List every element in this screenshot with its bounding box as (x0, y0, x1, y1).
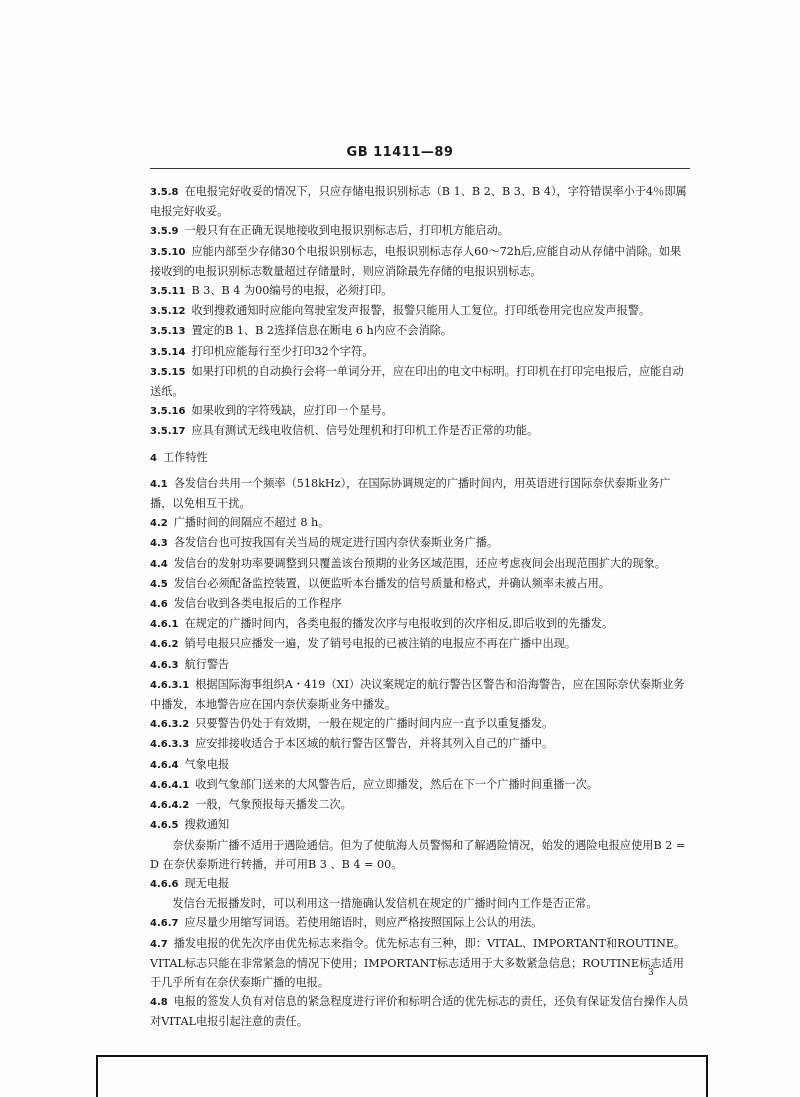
paragraph (150, 634, 690, 654)
clause-number: 3.5.10 (150, 246, 186, 258)
clause-number: 3.5.12 (150, 306, 186, 318)
clause-number: 4.1 (150, 478, 168, 490)
document-body (150, 182, 690, 1032)
paragraph (150, 934, 690, 993)
clause-text: 如果打印机的自动换行会将一单词分开，应在印出的电文中标明。打印机在打印完电报后，应能自动送纸。 (150, 364, 684, 399)
clause-number: 4.6.4.1 (150, 779, 190, 791)
paragraph (150, 775, 690, 795)
paragraph (150, 675, 690, 714)
paragraph (150, 714, 690, 734)
clause-number: 4.6.3.2 (150, 719, 190, 731)
clause-number: 4.6.3 (150, 659, 179, 671)
paragraph (150, 281, 690, 301)
paragraph (150, 594, 690, 614)
clause-text: 根据国际海事组织A・419（XI）决议案规定的航行警告区警告和沿海警告，应在国际奈伏泰斯业务中播发，本地警告应在国内奈伏泰斯业务中播发。 (150, 677, 685, 712)
paragraph (150, 894, 690, 913)
clause-text: 应能内部至少存储30个电报识别标志，电报识别标志存人60～72h后,应能自动从存储中消除。如果接收到的电报识别标志数量超过存储量时，则应消除最先存储的电报识别标志。 (150, 244, 682, 278)
clause-number: 3.5.15 (150, 366, 186, 378)
clause-text: 各发信台也可按我国有关当局的规定进行国内奈伏泰斯业务广播。 (173, 536, 499, 550)
paragraph (150, 301, 690, 321)
paragraph (150, 474, 690, 513)
paragraph (150, 321, 690, 341)
clause-text: 只要警告仍处于有效期，一般在规定的广播时间内应一直予以重复播发。 (195, 717, 554, 731)
paragraph (150, 574, 690, 594)
paragraph (150, 755, 690, 775)
clause-number: 4.6.3.3 (150, 739, 190, 751)
paragraph (150, 992, 690, 1031)
paragraph (150, 182, 690, 221)
header-rule (150, 168, 690, 169)
section-heading (150, 448, 690, 468)
paragraph (150, 421, 690, 441)
clause-text: 收到搜救通知时应能向驾驶室发声报警，报警只能用人工复位。打印纸卷用完也应发声报警。 (191, 304, 651, 318)
paragraph (150, 614, 690, 634)
clause-number: 4.6.6 (150, 878, 179, 890)
clause-text: 奈伏泰斯广播不适用于遇险通信。但为了使航海人员警惕和了解遇险情况，始发的遇险电报应使用B 2 = D 在奈伏泰斯进行转播，并可用B 3 、B 4 = 00。 (150, 838, 686, 871)
paragraph (150, 533, 690, 553)
clause-number: 3.5.14 (150, 346, 186, 358)
clause-text: 搜救通知 (184, 818, 230, 832)
clause-text: 应具有测试无线电收信机、信号处理机和打印机工作是否正常的功能。 (191, 424, 539, 438)
clause-text: 应尽量少用缩写词语。若使用缩语时，则应严格按照国际上公认的用法。 (184, 916, 543, 930)
paragraph (150, 342, 690, 362)
clause-number: 4.6.2 (150, 639, 179, 651)
paragraph (150, 242, 690, 281)
clause-text: 广播时间的间隔应不超过 8 h。 (173, 516, 330, 530)
paragraph (150, 815, 690, 835)
clause-text: 销号电报只应播发一遍，发了销号电报的已被注销的电报应不再在广播中出现。 (184, 637, 577, 651)
clause-number: 4.6.1 (150, 619, 179, 631)
clause-number: 4.6.3.1 (150, 679, 190, 691)
clause-text: B 3、B 4 为00编号的电报，必须打印。 (191, 284, 393, 298)
clause-text: 发信台的发射功率要调整到只覆盖该台预期的业务区域范围，还应考虑夜间会出现范围扩大的现象。 (173, 556, 666, 570)
paragraph (150, 734, 690, 754)
clause-number: 4.6.7 (150, 918, 179, 930)
clause-number: 3.5.9 (150, 226, 179, 238)
paragraph (150, 795, 690, 815)
clause-text: 各发信台共用一个频率（518kHz），在国际协调规定的广播时间内，用英语进行国际奈伏泰斯业务广播，以免相互干扰。 (150, 476, 671, 511)
clause-number: 4.3 (150, 538, 168, 550)
paragraph (150, 221, 690, 241)
clause-number: 3.5.17 (150, 426, 186, 438)
clause-text: 工作特性 (162, 450, 208, 464)
clause-text: 收到气象部门送来的大风警告后，应立即播发，然后在下一个广播时间重播一次。 (195, 777, 598, 791)
paragraph (150, 362, 690, 401)
clause-text: 一般，气象预报每天播发二次。 (195, 798, 352, 812)
clause-number: 3.5.16 (150, 406, 186, 418)
clause-number: 3.5.13 (150, 326, 186, 338)
clause-text: 在规定的广播时间内，各类电报的播发次序与电报收到的次序相反,即后收到的先播发。 (184, 617, 614, 631)
clause-number: 3.5.8 (150, 187, 179, 198)
clause-text: 发信台必须配备监控装置，以便监听本台播发的信号质量和格式，并确认频率未被占用。 (173, 576, 611, 590)
clause-number: 3.5.11 (150, 286, 186, 298)
paragraph (150, 554, 690, 574)
paragraph (150, 913, 690, 933)
paragraph (150, 874, 690, 894)
paragraph (150, 655, 690, 675)
clause-text: 航行警告 (184, 657, 230, 671)
clause-number: 4 (150, 452, 157, 464)
clause-number: 4.6.4.2 (150, 800, 190, 812)
clause-text: 现无电报 (184, 876, 230, 890)
clause-text: 一般只有在正确无误地接收到电报识别标志后，打印机方能启动。 (184, 224, 509, 238)
clause-text: 在电报完好收妥的情况下，只应存储电报识别标志（B 1、B 2、B 3、B 4），字符错误率小于4％即属电报完好收妥。 (150, 185, 687, 219)
clause-number: 4.6 (150, 599, 168, 611)
clause-number: 4.4 (150, 558, 168, 570)
page-number: 3 (648, 968, 654, 978)
clause-number: 4.6.4 (150, 759, 179, 771)
clause-number: 4.8 (150, 997, 168, 1009)
clause-number: 4.5 (150, 578, 168, 590)
clause-text: 气象电报 (184, 757, 230, 771)
clause-text: 应安排接收适合于本区域的航行警告区警告，并将其列入自己的广播中。 (195, 737, 554, 751)
clause-number: 4.2 (150, 518, 168, 530)
clause-text: 发信台收到各类电报后的工作程序 (173, 597, 342, 611)
clause-text: 置定的B 1、B 2选择信息在断电 6 h内应不会消除。 (191, 324, 453, 338)
clause-text: 如果收到的字符残缺，应打印一个星号。 (191, 404, 393, 418)
clause-text: 发信台无报播发时，可以利用这一措施确认发信机在规定的广播时间内工作是否正常。 (172, 897, 598, 911)
bottom-frame (96, 1055, 708, 1097)
clause-number: 4.6.5 (150, 820, 179, 832)
clause-number: 4.7 (150, 938, 168, 950)
clause-text: 打印机应能每行至少打印32个字符。 (191, 344, 374, 358)
clause-text: 播发电报的优先次序由优先标志来指令。优先标志有三种，即：VITAL、IMPORTANT和ROUTINE。VITAL标志只能在非常紧急的情况下使用；IMPORTANT标志适用于大多数紧急信息；ROUTINE标志适用于几乎所有在奈伏泰斯广播的电报。 (150, 936, 686, 989)
clause-text: 电报的签发人负有对信息的紧急程度进行评价和标明合适的优先标志的责任，还负有保证发信台操作人员对VITAL电报引起注意的责任。 (150, 995, 689, 1029)
paragraph (150, 513, 690, 533)
document-header: GB 11411—89 (346, 145, 454, 160)
paragraph (150, 836, 690, 874)
paragraph (150, 401, 690, 421)
